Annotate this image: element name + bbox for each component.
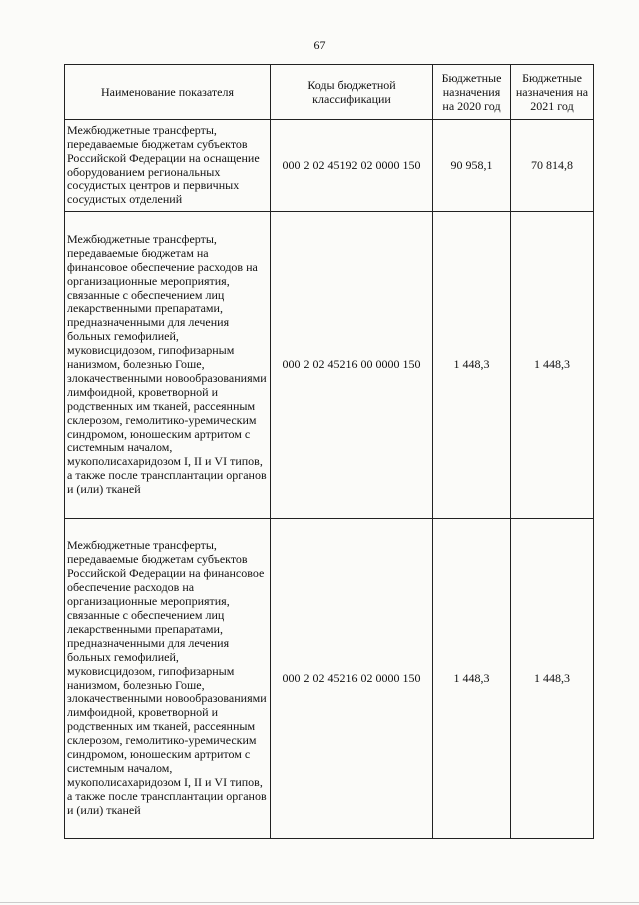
amount-2021-cell: 1 448,3 (511, 212, 594, 519)
amount-2021-cell: 70 814,8 (511, 120, 594, 212)
scan-edge-line (0, 902, 639, 903)
amount-2020-cell: 1 448,3 (433, 519, 511, 839)
header-budget-2020: Бюджетные назначения на 2020 год (433, 65, 511, 120)
table-row (65, 120, 594, 212)
indicator-name-cell: Межбюджетные трансферты, передаваемые бюджетам субъектов Российской Федерации на финансовое обеспечение расходов на организационные мероприятия, связанные с обеспечением лиц лекарственными препаратами, предназначенными для лечения больных гемофилией, муковисцидозом, гипофизарным нанизмом, болезнью Гоше, злокачественными новообразованиями лимфоидной, кроветворной и родственных им тканей, рассеянным склерозом, гемолитико-уремическим синдромом, юношеским артритом с системным началом, мукополисахаридозом I, II и VI типов, а также после трансплантации органов и (или) тканей (65, 519, 271, 839)
budget-code-cell: 000 2 02 45216 00 0000 150 (271, 212, 433, 519)
page-number: 67 (313, 38, 326, 52)
header-budget-codes: Коды бюджетной классификации (271, 65, 433, 120)
table-header-row (65, 65, 594, 120)
header-budget-2021: Бюджетные назначения на 2021 год (511, 65, 594, 120)
indicator-name-cell: Межбюджетные трансферты, передаваемые бюджетам на финансовое обеспечение расходов на организационные мероприятия, связанные с обеспечением лиц лекарственными препаратами, предназначенными для лечения больных гемофилией, муковисцидозом, гипофизарным нанизмом, болезнью Гоше, злокачественными новообразованиями лимфоидной, кроветворной и родственных им тканей, рассеянным склерозом, гемолитико-уремическим синдромом, юношеским артритом с системным началом, мукополисахаридозом I, II и VI типов, а также после трансплантации органов и (или) тканей (65, 212, 271, 519)
table-row (65, 212, 594, 519)
budget-code-cell: 000 2 02 45192 02 0000 150 (271, 120, 433, 212)
budget-code-cell: 000 2 02 45216 02 0000 150 (271, 519, 433, 839)
indicator-name-cell: Межбюджетные трансферты, передаваемые бюджетам субъектов Российской Федерации на оснащение оборудованием региональных сосудистых центров и первичных сосудистых отделений (65, 120, 271, 212)
amount-2021-cell: 1 448,3 (511, 519, 594, 839)
header-indicator-name: Наименование показателя (65, 65, 271, 120)
budget-table (64, 64, 594, 839)
amount-2020-cell: 1 448,3 (433, 212, 511, 519)
table-row (65, 519, 594, 839)
amount-2020-cell: 90 958,1 (433, 120, 511, 212)
